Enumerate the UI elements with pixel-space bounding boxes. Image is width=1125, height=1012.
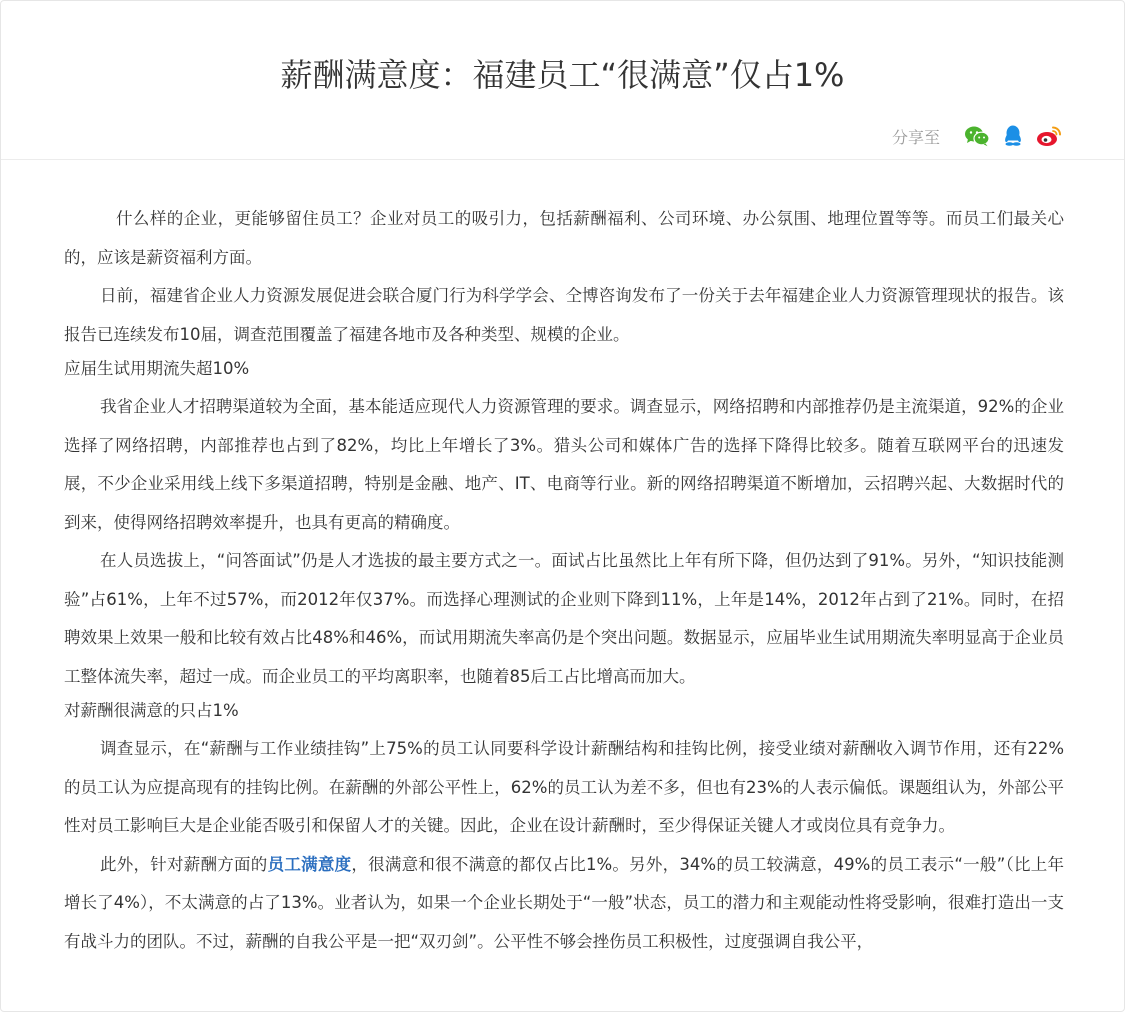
wechat-icon[interactable] bbox=[964, 123, 990, 149]
article-title: 薪酬满意度：福建员工“很满意”仅占1% bbox=[280, 56, 845, 94]
qq-icon[interactable] bbox=[1000, 123, 1026, 149]
paragraph-text: 此外，针对薪酬方面的 bbox=[100, 854, 268, 874]
article-paragraph: 日前，福建省企业人力资源发展促进会联合厦门行为科学学会、仝博咨询发布了一份关于去年福建企业人力资源管理现状的报告。该报告已连续发布10届，调查范围覆盖了福建各地市及各种类型、规模的企业。 bbox=[64, 286, 1064, 344]
share-bar bbox=[892, 121, 1062, 151]
weibo-icon[interactable] bbox=[1036, 123, 1062, 149]
article-paragraph: 什么样的企业，更能够留住员工？企业对员工的吸引力，包括薪酬福利、公司环境、办公氛围、地理位置等等。而员工们最关心的，应该是薪资福利方面。 bbox=[64, 209, 1064, 267]
article-paragraph: 在人员选拔上，“问答面试”仍是人才选拔的最主要方式之一。面试占比虽然比上年有所下降，但仍达到了91%。另外，“知识技能测验”占61%，上年不过57%，而2012年仅37%。而选择心理测试的企业则下降到11%，上年是14%，2012年占到了21%。同时，在招聘效果上效果一般和比较有效占比48%和46%，而试用期流失率高仍是个突出问题。数据显示，应届毕业生试用期流失率明显高于企业员工整体流失率，超过一成。而企业员工的平均离职率，也随着85后工占比增高而加大。 bbox=[64, 551, 1064, 686]
article-header bbox=[1, 1, 1124, 160]
paragraph-text: ，很满意和很不满意的都仅占比1%。另外，34%的员工较满意，49%的员工表示“一般”（比上年增长了4%），不太满意的占了13%。业者认为，如果一个企业长期处于“一般”状态，员工的潜力和主观能动性将受影响，很难打造出一支有战斗力的团队。不过，薪酬的自我公平是一把“双刃剑”。公平性不够会挫伤员工积极性，过度强调自我公平， bbox=[64, 854, 1065, 951]
article-paragraph: 调查显示，在“薪酬与工作业绩挂钩”上75%的员工认同要科学设计薪酬结构和挂钩比例，接受业绩对薪酬收入调节作用，还有22%的员工认为应提高现有的挂钩比例。在薪酬的外部公平性上，62%的员工认为差不多，但也有23%的人表示偏低。课题组认为，外部公平性对员工影响巨大是企业能否吸引和保留人才的关键。因此，企业在设计薪酬时，至少得保证关键人才或岗位具有竞争力。 bbox=[64, 739, 1064, 835]
section-heading: 应届生试用期流失超10% bbox=[64, 359, 250, 378]
section-heading: 对薪酬很满意的只占1% bbox=[64, 701, 239, 720]
article-paragraph bbox=[64, 846, 1064, 962]
article-body bbox=[64, 200, 1064, 961]
share-label: 分享至 bbox=[891, 127, 940, 147]
employee-satisfaction-link[interactable]: 员工满意度 bbox=[267, 854, 352, 874]
article-paragraph: 我省企业人才招聘渠道较为全面，基本能适应现代人力资源管理的要求。调查显示，网络招聘和内部推荐仍是主流渠道，92%的企业选择了网络招聘，内部推荐也占到了82%，均比上年增长了3%。猎头公司和媒体广告的选择下降得比较多。随着互联网平台的迅速发展，不少企业采用线上线下多渠道招聘，特别是金融、地产、IT、电商等行业。新的网络招聘渠道不断增加，云招聘兴起、大数据时代的到来，使得网络招聘效率提升，也具有更高的精确度。 bbox=[64, 397, 1064, 532]
